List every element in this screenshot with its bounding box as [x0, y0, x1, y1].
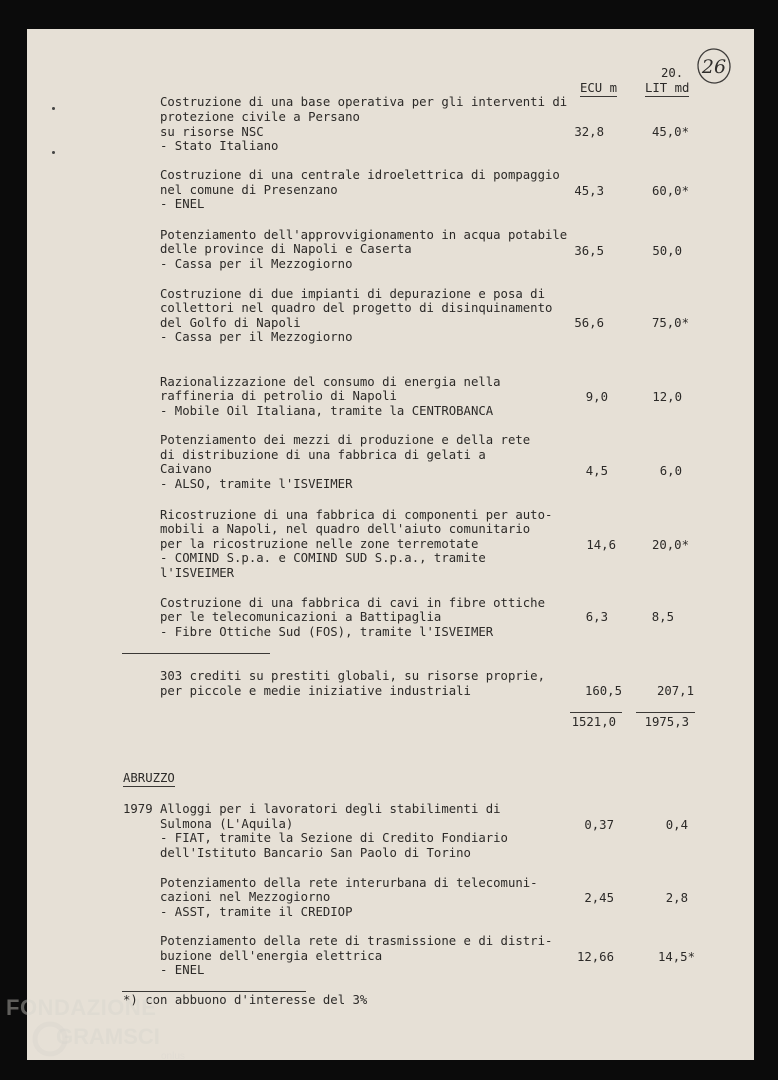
- entry-1-line-4: - Stato Italiano: [160, 139, 279, 153]
- totals-rule-lit: [636, 712, 695, 713]
- global-credits-line-2: per piccole e medie iniziative industriali: [160, 684, 471, 698]
- entry-8-line-1: Costruzione di una fabbrica di cavi in fibre ottiche: [160, 596, 545, 610]
- abruzzo-entry-1-line-4: dell'Istituto Bancario San Paolo di Torino: [160, 846, 471, 860]
- entry-2-lit: 60,0*: [651, 184, 689, 198]
- header-ecu: ECU m: [580, 81, 618, 95]
- entry-5-ecu: 9,0: [585, 390, 608, 404]
- footnote-divider: [122, 991, 306, 992]
- entry-5-line-1: Razionalizzazione del consumo di energia nella: [160, 375, 501, 389]
- entry-7-lit: 20,0*: [651, 538, 689, 552]
- entry-3-line-2: delle province di Napoli e Caserta: [160, 242, 412, 256]
- entry-5-lit: 12,0: [652, 390, 682, 404]
- entry-2-line-2: nel comune di Presenzano: [160, 183, 338, 197]
- total-lit: 1975,3: [644, 715, 689, 729]
- entry-6-line-3: Caivano: [160, 462, 212, 476]
- entry-3-line-1: Potenziamento dell'approvvigionamento in acqua potabile: [160, 228, 568, 242]
- entry-6-lit: 6,0: [659, 464, 682, 478]
- abruzzo-entry-1-line-1: Alloggi per i lavoratori degli stabilimenti di: [160, 802, 501, 816]
- abruzzo-entry-3-lit: 14,5*: [657, 950, 695, 964]
- entry-7-ecu: 14,6: [586, 538, 616, 552]
- abruzzo-entry-1-line-2: Sulmona (L'Aquila): [160, 817, 294, 831]
- entry-3-lit: 50,0: [652, 244, 682, 258]
- entry-4-ecu: 56,6: [574, 316, 604, 330]
- footnote: *) con abbuono d'interesse del 3%: [123, 993, 368, 1007]
- section-title: ABRUZZO: [123, 771, 175, 785]
- abruzzo-entry-1-ecu: 0,37: [584, 818, 614, 832]
- entry-7-line-1: Ricostruzione di una fabbrica di componenti per auto-: [160, 508, 553, 522]
- header-lit-underline: [645, 96, 689, 97]
- abruzzo-entry-1-line-3: - FIAT, tramite la Sezione di Credito Fondiario: [160, 831, 508, 845]
- entry-4-line-2: collettori nel quadro del progetto di disinquinamento: [160, 301, 553, 315]
- page-number: 20.: [661, 66, 684, 80]
- entry-5-line-3: - Mobile Oil Italiana, tramite la CENTROBANCA: [160, 404, 494, 418]
- entry-6-line-2: di distribuzione di una fabbrica di gelati a: [160, 448, 486, 462]
- watermark-line-2: GRAMSCI: [56, 1024, 160, 1049]
- entry-6-ecu: 4,5: [585, 464, 608, 478]
- abruzzo-year: 1979: [123, 802, 153, 816]
- punch-mark-2: [52, 151, 55, 154]
- entry-8-line-3: - Fibre Ottiche Sud (FOS), tramite l'ISVEIMER: [160, 625, 494, 639]
- section-divider: [122, 653, 270, 654]
- entry-4-line-4: - Cassa per il Mezzogiorno: [160, 330, 353, 344]
- abruzzo-entry-2-line-2: cazioni nel Mezzogiorno: [160, 890, 331, 904]
- abruzzo-entry-3-line-3: - ENEL: [160, 963, 205, 977]
- entry-6-line-4: - ALSO, tramite l'ISVEIMER: [160, 477, 353, 491]
- abruzzo-entry-2-ecu: 2,45: [584, 891, 614, 905]
- entry-3-line-3: - Cassa per il Mezzogiorno: [160, 257, 353, 271]
- entry-5-line-2: raffineria di petrolio di Napoli: [160, 389, 397, 403]
- abruzzo-entry-2-line-3: - ASST, tramite il CREDIOP: [160, 905, 353, 919]
- entry-8-lit: 8,5: [651, 610, 674, 624]
- fondazione-gramsci-watermark: [6, 993, 206, 1073]
- entry-7-line-4: - COMIND S.p.a. e COMIND SUD S.p.a., tramite: [160, 551, 486, 565]
- entry-1-lit: 45,0*: [651, 125, 689, 139]
- entry-7-line-3: per la ricostruzione nelle zone terremotate: [160, 537, 479, 551]
- entry-7-line-5: l'ISVEIMER: [160, 566, 235, 580]
- global-credits-lit: 207,1: [656, 684, 694, 698]
- entry-8-line-2: per le telecomunicazioni a Battipaglia: [160, 610, 442, 624]
- entry-2-ecu: 45,3: [574, 184, 604, 198]
- entry-4-line-1: Costruzione di due impianti di depurazione e posa di: [160, 287, 545, 301]
- abruzzo-entry-2-lit: 2,8: [665, 891, 688, 905]
- page-stamp: [696, 47, 732, 85]
- header-ecu-underline: [580, 96, 617, 97]
- header-lit: LIT md: [645, 81, 690, 95]
- total-ecu: 1521,0: [571, 715, 616, 729]
- global-credits-line-1: 303 crediti su prestiti globali, su risorse proprie,: [160, 669, 545, 683]
- entry-2-line-3: - ENEL: [160, 197, 205, 211]
- entry-1-line-2: protezione civile a Persano: [160, 110, 360, 124]
- section-title-underline: [123, 786, 175, 787]
- entry-7-line-2: mobili a Napoli, nel quadro dell'aiuto comunitario: [160, 522, 531, 536]
- global-credits-ecu: 160,5: [584, 684, 622, 698]
- entry-1-line-3: su risorse NSC: [160, 125, 264, 139]
- abruzzo-entry-2-line-1: Potenziamento della rete interurbana di telecomuni-: [160, 876, 538, 890]
- abruzzo-entry-3-line-2: buzione dell'energia elettrica: [160, 949, 383, 963]
- entry-6-line-1: Potenziamento dei mezzi di produzione e della rete: [160, 433, 531, 447]
- totals-rule-ecu: [570, 712, 622, 713]
- entry-8-ecu: 6,3: [585, 610, 608, 624]
- entry-4-line-3: del Golfo di Napoli: [160, 316, 301, 330]
- entry-2-line-1: Costruzione di una centrale idroelettrica di pompaggio: [160, 168, 560, 182]
- entry-4-lit: 75,0*: [651, 316, 689, 330]
- stamp-number: 26: [701, 56, 727, 78]
- watermark-line-1: FONDAZIONE: [6, 995, 157, 1020]
- abruzzo-entry-3-line-1: Potenziamento della rete di trasmissione e di distri-: [160, 934, 553, 948]
- entry-3-ecu: 36,5: [574, 244, 604, 258]
- punch-mark-1: [52, 107, 55, 110]
- abruzzo-entry-3-ecu: 12,66: [576, 950, 614, 964]
- entry-1-ecu: 32,8: [574, 125, 604, 139]
- watermark-line-3: onlus: [161, 1051, 185, 1062]
- entry-1-line-1: Costruzione di una base operativa per gli interventi di: [160, 95, 568, 109]
- abruzzo-entry-1-lit: 0,4: [665, 818, 688, 832]
